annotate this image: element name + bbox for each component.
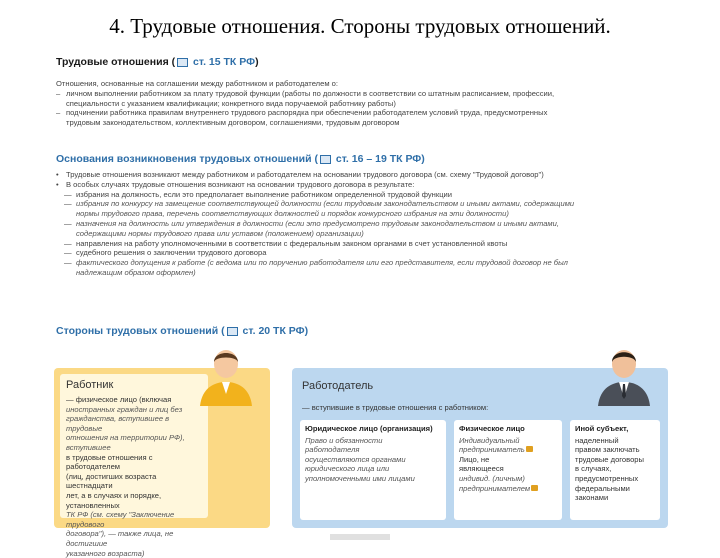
employer-legal-entity: Юридическое лицо (организация) Право и обязанности работодателя осуществляются органами юридического лица или уполномоченными ими лицами [300, 420, 446, 520]
book-icon[interactable] [320, 155, 331, 164]
employer-avatar-icon [594, 340, 654, 406]
employer-other-subject: Иной субъект, наделенный правом заключать трудовые договоры в случаях, предусмотренных федеральными законами [570, 420, 660, 520]
hand-icon[interactable] [531, 485, 538, 491]
worker-title: Работник [66, 379, 114, 391]
ref-link[interactable]: ст. 20 ТК РФ [242, 325, 305, 337]
worker-avatar-icon [196, 340, 256, 406]
employer-subtitle: — вступившие в трудовые отношения с работником: [302, 403, 489, 412]
section-parties: Стороны трудовых отношений ( ст. 20 ТК РФ) [56, 325, 309, 337]
ref-link[interactable]: ст. 15 ТК РФ [193, 56, 256, 68]
section-labor-relations: Трудовые отношения ( ст. 15 ТК РФ) [56, 56, 259, 68]
worker-card [60, 374, 208, 558]
employer-individual: Физическое лицо Индивидуальный предприниматель Лицо, не являющееся индивид. (личным) предпринимателем [454, 420, 562, 520]
book-icon[interactable] [177, 58, 188, 67]
bottom-tab [330, 534, 390, 540]
section-grounds: Основания возникновения трудовых отношений ( ст. 16 – 19 ТК РФ) [56, 153, 425, 165]
hand-icon[interactable] [526, 446, 533, 452]
section-labor-relations-text: Отношения, основанные на соглашении между работником и работодателем о: – личном выполнении работником за плату трудовой функции (работы по должности в соответствии со штатным расписанием, профессии, специальности с указанием квалификации; конкретного вида поручаемой работнику работы) – подчинении работника правилам внутреннего трудового распорядка при обеспечении работодателем условий труда, предусмотренных трудовым законодательством, коллективным договором, соглашениями, трудовым договором [56, 79, 666, 128]
employer-title: Работодатель [302, 380, 374, 392]
slide-title: 4. Трудовые отношения. Стороны трудовых отношений. [109, 14, 611, 38]
worker-definition: — физическое лицо (включая иностранных граждан и лиц без гражданства, вступившее в трудовые отношения на территории РФ), вступившее в трудовые отношения с работодателем (лиц, достигших возраста шестнадцати лет, а в случаях и порядке, установленных ТК РФ (см. схему "Заключение трудового договора"), — также лица, не достигшие указанного возраста) [66, 395, 185, 558]
ref-link[interactable]: ст. 16 – 19 ТК РФ [335, 153, 422, 165]
section-grounds-text: • Трудовые отношения возникают между работником и работодателем на основании трудового договора (см. схему "Трудовой договор") • В особых случаях трудовые отношения возникают на основании трудового договора в результате: — избрания на должность, если это предполагает выполнение работником определенной трудовой функции — избрания по конкурсу на замещение соответствующей должности (если трудовым законодательством и иными актами, содержащими нормы трудового права, перечень соответствующих должностей и порядок конкурсного избрания на эти должности) — назначения на должность или утверждения в должности (если это предусмотрено трудовым законодательством и иными актами, содержащими нормы трудового права или уставом (положением) организации) — направления на работу уполномоченными в соответствии с федеральным законом органами в счет установленной квоты — судебного решения о заключении трудового договора — фактического допущения к работе (с ведома или по поручению работодателя или его представителя, если трудовой договор не был надлежащим образом оформлен) [56, 170, 666, 278]
book-icon[interactable] [227, 327, 238, 336]
